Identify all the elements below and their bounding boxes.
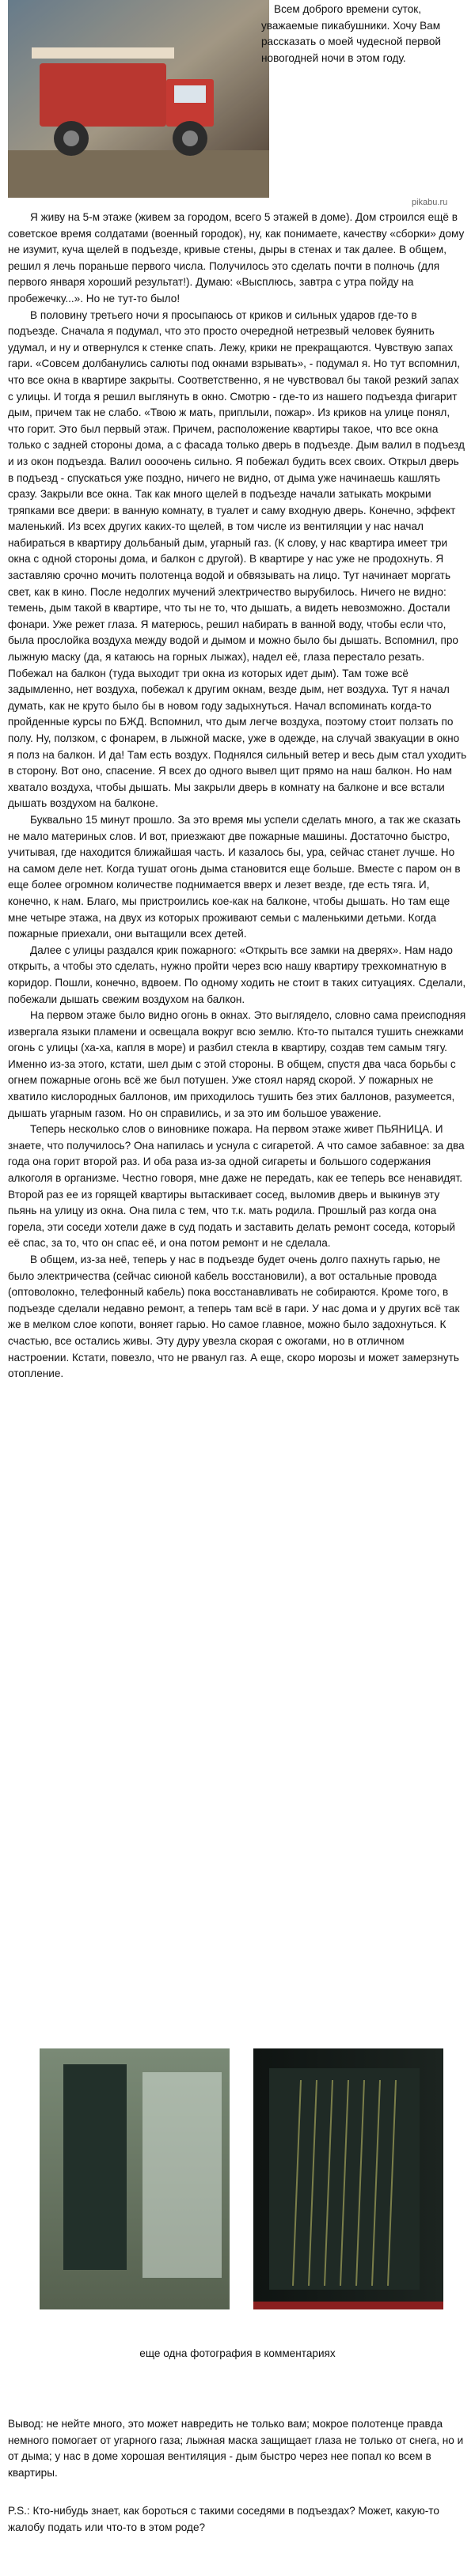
conclusion-block: [0, 2416, 475, 2481]
intro-block: [0, 2, 475, 66]
paragraph-2: В половину третьего ночи я просыпаюсь от криков и сильных ударов где-то в подъезде. Сначала я подумал, что это просто очередной нетрезвый человек буянить удумал, и ну и отвернулся к стенке спать. Лежу, крики не прекращаются. Чувствую запах гари. «Совсем долбанулись салюты под окнами взрывать», - подумал я. Но тут вспомнил, что все окна в квартире закрыты. Соответственно, я не чувствовал бы такой резкий запах с улицы. И тогда я решил выглянуть в окно. Смотрю - где-то из нашего подъезда фигарит дым, причем так не слабо. «Твою ж мать, приплыли, пожар». Из криков на улице понял, что горит. Это был первый этаж. Причем, расположение квартиры такое, что все окна только с задней стороны дома, а с фасада только дверь в подъезде. Дым валил в подъезд и из окон подъезда. Валил оооочень сильно. Я побежал будить всех своих. Открыл дверь в подъезд - спускаться уже поздно, ничего не видно, от дыма уже начинаешь кашлять сразу. Закрыли все окна. Так как много щелей в подъезде начали затыкать мокрыми тряпками все двери: в ванную комнату, в туалет и саму входную дверь. Конечно, эффект маленький. Из всех других каких-то щелей, в том числе из вентиляции у нас начал набираться в квартиру дольбаный дым, угарный газ. (К слову, у нас квартира имеет три окна с одной стороны дома, и балкон с другой). В квартире у нас уже не продохнуть. Я заставляю срочно мочить полотенца водой и обвязывать на лицо. Тут начинает моргать свет, как в кино. После недолгих мучений электричество вырубилось. Ничего не видно: темень, дым такой в квартире, что ты не то, что дышать, а видеть невозможно. Достали фонари. Уже режет глаза. Я матерюсь, решил набирать в ванной воду, чтобы если что, была прослойка воздуха между водой и дымом и можно было бы дышать. Вспомнил, про лыжную маску (да, я катаюсь на горных лыжах), надел её, глаза перестало резать. Побежал на балкон (туда выходит три окна из которых идет дым). Там тоже всё задымленно, нет воздуха, побежал к другим окнам, везде дым, нет воздуха. Тут я начал думать, как не круто было бы в новом году задыхнуться. Начал вспоминать когда-то пройденные курсы по БЖД. Вспомнил, что дым легче воздуха, поэтому стоит ползать по полу. Ну, ползком, с фонарем, в лыжной маске, уже в одежде, на случай звакуации в окно я полз на балкон. И да! Там есть воздух. Поднялся сильный ветер и весь дым стал уходить в сторону. Вот оно, спасение. Я всех до одного вывел щит прямо на наш балкон. Но нам хватало воздуха, чтобы дышать. Мы закрыли дверь в комнату на балконе и все встали дышать воздухом на балконе.: [8, 308, 467, 810]
ps-block: [0, 2503, 475, 2536]
stairwell-photo: [8, 2048, 467, 2333]
article-body: [0, 210, 475, 1383]
ps-text: P.S.: Кто-нибудь знает, как бороться с такими соседями в подъездах? Может, какую-то жалобу подать или что-то в этом роде?: [8, 2505, 439, 2533]
paragraph-1: Я живу на 5-м этаже (живем за городом, всего 5 этажей в доме). Дом строился ещё в советское время солдатами (военный городок), ну, как понимаете, качеству «сборки» дому не изумит, куча щелей в подъезде, кривые стены, дыры в стенах и так далее. В общем, решил я лечь пораньше первого числа. Получилось это сделать почти в полночь (для первого января хороший результат!). Думаю: «Высплюсь, завтра с утра пойду на пробежечку...». Но не тут-то было!: [8, 211, 465, 305]
paragraph-7: В общем, из-за неё, теперь у нас в подъезде будет очень долго пахнуть гарью, не было электричества (сейчас сиюной кабель восстановили), а вот остальные провода (оптоволокно, телефонный кабель) пока восстанавливать не собираются. Кроме того, в подъезде сделали недавно ремонт, а теперь там всё в гари. У нас дома и у других всё так же в мелком слое копоти, воняет гарью. Но самое главное, можно было задохнуться. К счастью, все остались живы. Эту дуру увезла скорая с ожогами, но в отличном настроении. Кстати, повезло, что не рванул газ. А еще, скоро морозы и может замерзнуть отопление.: [8, 1254, 460, 1380]
stairwell-image: [8, 2048, 467, 2333]
paragraph-3: Буквально 15 минут прошло. За это время мы успели сделать много, а так же сказать не мало материных слов. И вот, приезжают две пожарные машины. Достаточно быстро, учитывая, где находится ближайшая часть. И казалось бы, ура, сейчас станет лучше. Но на самом деле нет. Когда тушат огонь дыма становится еще больше. Вместе с паром он в еще более огромном количестве поднимается вверх и лезет везде, где есть тяга. И, конечно, к нам. Благо, мы пристроились кое-как на балконе, чтобы дышать. Но там еще мне четыре этажа, на двух из которых проживают семьи с маленькими детьми. Когда пожарные приехали, они вытащили всех детей.: [8, 813, 461, 940]
watermark: pikabu.ru: [412, 198, 448, 207]
conclusion-text: Вывод: не нейте много, это может навредить не только вам; мокрое полотенце правда немного помогает от угарного газа; лыжная маска защищает глаза не только от снега, но и от дыма; у нас в доме хорошая вентиляция - дым быстро через нее попал ко всем в квартиры.: [8, 2418, 464, 2479]
paragraph-4: Далее с улицы раздался крик пожарного: «Открыть все замки на дверях». Нам надо открыть, а чтобы это сделать, нужно пройти через всю нашу квартиру трехкомнатную в коридор. Пошли, конечно, вдвоем. По одному ходить не стоит в таких ситуациях. Сделали, побежали дышать свежим воздухом на балкон.: [8, 944, 466, 1005]
photo-caption: еще одна фотография в комментариях: [139, 2347, 336, 2359]
intro-text: Всем доброго времени суток, уважаемые пикабушники. Хочу Вам рассказать о моей чудесной первой новогодней ночи в этом году.: [261, 3, 441, 64]
paragraph-5: На первом этаже было видно огонь в окнах. Это выглядело, словно сама преисподняя извергала языки пламени и освещала вокруг всю землю. Кто-то пытался тушить снежками огонь с улицы (ха-ха, капля в море) и разбил стекла в квартиру, создав тем самым тягу. Именно из-за этого, кстати, шел дым с этой стороны. В общем, спустя два часа борьбы с огнем пожарные огонь всё же был потушен. Уже стоял наряд скорой. У пожарных не хватило кислородных баллонов, им приходилось тушить без этих баллонов, разумеется, дышать угарным газом. Но он справились, и за это им большое уважение.: [8, 1009, 466, 1119]
paragraph-6: Теперь несколько слов о виновнике пожара. На первом этаже живет ПЬЯНИЦА. И знаете, что получилось? Она напилась и уснула с сигаретой. А что самое забавное: за два года она горит второй раз. И оба раза из-за одной сигареты и большого содержания алкоголя в организме. Честно говоря, мне даже не передать, как ее теперь все ненавидят. Второй раз ее из горящей квартиры вытаскивает сосед, выломив дверь и выкинув эту пьянь на улицу из окна. Она пила с тем, что т.к. мать родила. Прошлый раз когда она горела, эти соседи хотели даже в суд подать и заставить делать ремонт соседа, который её спас, за то, что он спас её, и она потом ремонт и не сделала.: [8, 1123, 465, 1250]
